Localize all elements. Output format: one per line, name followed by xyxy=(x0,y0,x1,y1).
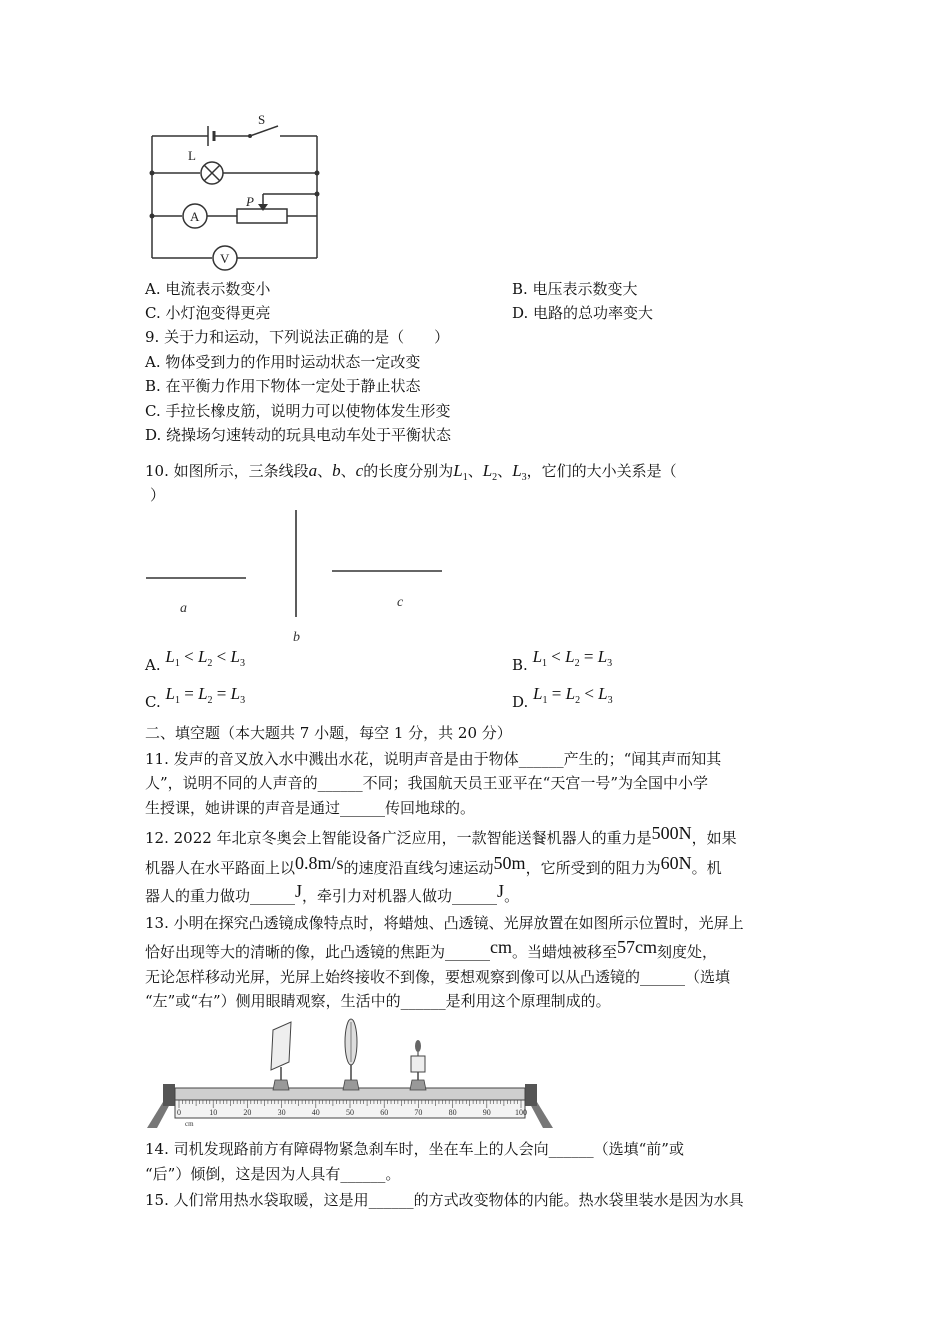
light-screen xyxy=(271,1022,291,1090)
lamp-label: L xyxy=(188,148,196,163)
candle xyxy=(410,1040,426,1090)
q10-stem-mid: 的长度分别为 xyxy=(363,462,454,480)
q9-option-c: C. 手拉长橡皮筋，说明力可以使物体发生形变 xyxy=(145,402,451,420)
q10-option-a: A. $L_1 < L_2 < L_3$ xyxy=(145,647,245,674)
scale-label: 40 xyxy=(311,1108,320,1117)
q10-var-c: c xyxy=(355,461,364,480)
scale-label: 20 xyxy=(243,1108,252,1117)
q9-option-b: B. 在平衡力作用下物体一定处于静止状态 xyxy=(145,377,421,395)
q10-sep: 、 xyxy=(317,462,333,480)
q10-option-b: B. $L_1 < L_2 = L_3$ xyxy=(512,647,613,674)
voltmeter-symbol: V xyxy=(220,251,230,266)
q8-option-a: A. 电流表示数变小 xyxy=(145,280,271,298)
q10-stem xyxy=(145,460,677,485)
scale-label: 100 xyxy=(515,1108,527,1117)
q10-sep: 、 xyxy=(467,462,483,480)
q12-line3: 器人的重力做功______J，牵引力对机器人做功______J。 xyxy=(145,881,520,905)
q13-line3: 无论怎样移动光屏，光屏上始终接收不到像，要想观察到像可以从凸透镜的______（选填 xyxy=(145,968,731,986)
q9-option-a: A. 物体受到力的作用时运动状态一定改变 xyxy=(145,353,421,371)
scale-label: 50 xyxy=(346,1108,354,1117)
q9-stem: 9. 关于力和运动，下列说法正确的是（ ） xyxy=(145,328,450,346)
switch-label: S xyxy=(258,112,266,127)
scale-label: 60 xyxy=(380,1108,389,1117)
circuit-diagram xyxy=(140,108,340,273)
q15-line1: 15. 人们常用热水袋取暖，这是用______的方式改变物体的内能。热水袋里装水是因为水具 xyxy=(145,1191,744,1209)
convex-lens xyxy=(343,1019,359,1090)
q8-option-b: B. 电压表示数变大 xyxy=(512,280,638,298)
scale-label: 30 xyxy=(277,1108,286,1117)
q11-line1: 11. 发声的音叉放入水中溅出水花，说明声音是由于物体______产生的；“闻其声而知其 xyxy=(145,750,722,768)
q14-line2: “后”）倾倒，这是因为人具有______。 xyxy=(145,1165,401,1183)
scale-label: 90 xyxy=(482,1108,491,1117)
bench-unit: cm xyxy=(185,1120,194,1128)
q13-line2: 恰好出现等大的清晰的像，此凸透镜的焦距为______cm。当蜡烛被移至57cm刻度处， xyxy=(145,937,718,961)
q10-fig-label-b: b xyxy=(293,630,300,645)
q11-line2: 人”，说明不同的人声音的______不同；我国航天员王亚平在“天宫一号”为全国中小学 xyxy=(145,774,709,792)
q12-line2: 机器人在水平路面上以0.8m/s的速度沿直线匀速运动50m，它所受到的阻力为60N。机 xyxy=(145,853,722,877)
q14-line1: 14. 司机发现路前方有障碍物紧急刹车时，坐在车上的人会向______（选填“前”或 xyxy=(145,1140,684,1158)
q12-line1: 12. 2022 年北京冬奥会上智能设备广泛应用，一款智能送餐机器人的重力是500N，如果 xyxy=(145,823,737,847)
optical-bench-figure xyxy=(145,1012,555,1130)
q10-stem-prefix: 10. 如图所示，三条线段 xyxy=(145,462,309,480)
q10-option-c: C. $L_1 = L_2 = L_3$ xyxy=(145,684,246,711)
scale-label: 80 xyxy=(448,1108,457,1117)
q10-var-b: b xyxy=(332,461,341,480)
q10-fig-label-c: c xyxy=(397,595,404,610)
q10-line-segments-figure xyxy=(140,505,460,655)
q10-l3: $L_3$ xyxy=(512,461,527,483)
section2-title: 二、填空题（本大题共 7 小题，每空 1 分，共 20 分） xyxy=(145,724,512,742)
q10-stem-close: ） xyxy=(150,486,166,504)
scale-label: 70 xyxy=(414,1108,423,1117)
slider-label: P xyxy=(246,194,254,209)
scale-label: 0 xyxy=(177,1108,181,1117)
scale-label: 10 xyxy=(209,1108,218,1117)
q13-line1: 13. 小明在探究凸透镜成像特点时，将蜡烛、凸透镜、光屏放置在如图所示位置时，光屏上 xyxy=(145,914,744,932)
ammeter-symbol: A xyxy=(190,209,200,224)
q10-l2: $L_2$ xyxy=(482,461,498,483)
q13-line4: “左”或“右”）侧用眼睛观察，生活中的______是利用这个原理制成的。 xyxy=(145,992,611,1010)
q10-var-a: a xyxy=(308,461,318,480)
q10-sep: 、 xyxy=(340,462,356,480)
q10-stem-suffix: ，它们的大小关系是（ xyxy=(526,462,677,480)
q9-option-d: D. 绕操场匀速转动的玩具电动车处于平衡状态 xyxy=(145,426,452,444)
q10-l1: $L_1$ xyxy=(453,461,468,483)
q11-line3: 生授课，她讲课的声音是通过______传回地球的。 xyxy=(145,799,476,817)
q10-sep: 、 xyxy=(497,462,513,480)
q8-option-d: D. 电路的总功率变大 xyxy=(512,304,654,322)
q8-option-c: C. 小灯泡变得更亮 xyxy=(145,304,271,322)
q10-fig-label-a: a xyxy=(180,601,187,616)
q10-option-d: D. $L_1 = L_2 < L_3$ xyxy=(512,684,613,711)
